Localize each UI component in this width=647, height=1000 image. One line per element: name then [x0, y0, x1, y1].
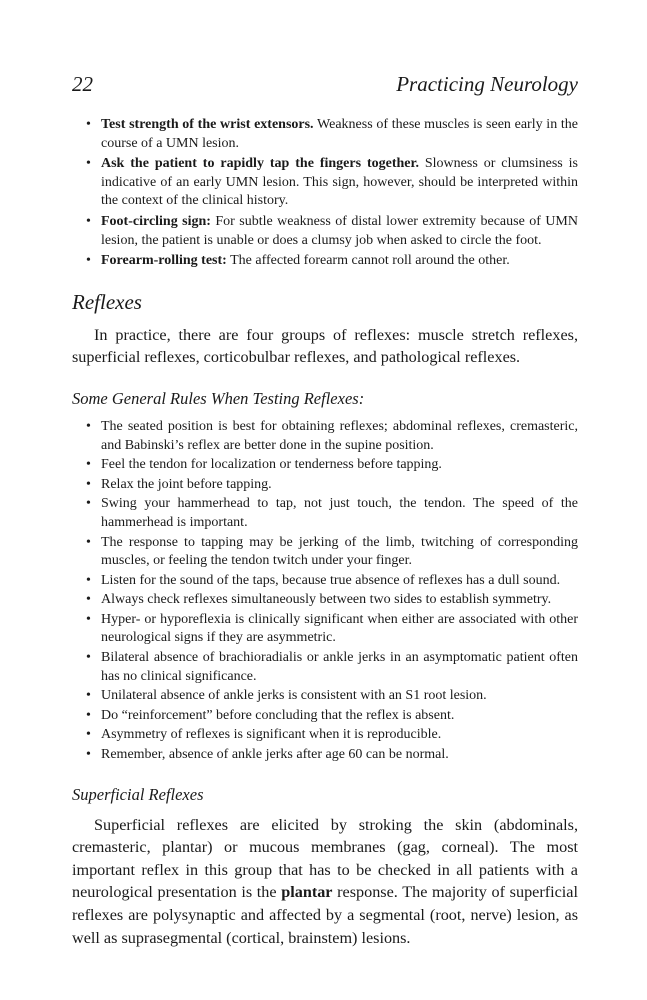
bullet-text: For subtle weakness of distal lower extremity because of UMN lesion, the patient is unable or does a clumsy job when asked to circle the foot. [101, 213, 578, 248]
list-item: • Feel the tendon for localization or tenderness before tapping. [86, 456, 578, 475]
page-number: 22 [72, 72, 93, 96]
paragraph-text: response. The majority of superficial reflexes are polysynaptic and affected by a segmental (root, nerve) lesion, as well as suprasegmental (cortical, brainstem) lesions. [72, 883, 578, 947]
book-page [72, 72, 578, 949]
list-item [86, 213, 578, 250]
bullet-text: Slowness or clumsiness is indicative of an early UMN lesion. This sign, however, should be interpreted within the context of the clinical history. [101, 156, 578, 209]
superficial-reflexes-paragraph [72, 814, 578, 950]
bullet-lead: Test strength of the wrist extensors. [101, 117, 314, 132]
list-item: • The response to tapping may be jerking of the limb, twitching of corresponding muscles, or feeling the tendon twitch under your finger. [86, 534, 578, 571]
list-item: • Unilateral absence of ankle jerks is consistent with an S1 root lesion. [86, 687, 578, 706]
reflexes-intro-paragraph: In practice, there are four groups of reflexes: muscle stretch reflexes, superficial reflexes, corticobulbar reflexes, and pathological reflexes. [72, 325, 578, 367]
bullet-lead: Forearm-rolling test: [101, 253, 227, 269]
subsection-heading-general-rules: Some General Rules When Testing Reflexes: [72, 388, 365, 408]
list-item: • Asymmetry of reflexes is significant when it is reproducible. [86, 726, 578, 745]
paragraph-text: Superficial reflexes are elicited by stroking the skin (abdominals, cremasteric, plantar) or mucous membranes (gag, corneal). The most important reflex in this group that has to be checked in all patients with a neurological presentation is the [72, 815, 578, 902]
list-item: • Hyper- or hyporeflexia is clinically significant when either are associated with other neurological signs if they are asymmetric. [86, 611, 578, 648]
list-item: • Do “reinforcement” before concluding that the reflex is absent. [86, 707, 578, 726]
list-item: • Swing your hammerhead to tap, not just touch, the tendon. The speed of the hammerhead is important. [86, 495, 578, 532]
list-item: • Relax the joint before tapping. [86, 476, 578, 495]
section-heading-reflexes: Reflexes [72, 289, 142, 314]
list-item: • Bilateral absence of brachioradialis or ankle jerks in an asymptomatic patient often has no clinical significance. [86, 649, 578, 686]
bullet-lead: Foot-circling sign: [101, 213, 211, 229]
bullet-text: The affected forearm cannot roll around the other. [226, 253, 510, 269]
bold-term-plantar: plantar [281, 883, 333, 902]
bullet-lead: Ask the patient to rapidly tap the fingers together. [101, 156, 419, 172]
list-item: • Listen for the sound of the taps, because true absence of reflexes has a dull sound. [86, 572, 578, 591]
running-head [72, 72, 578, 102]
subsection-heading-superficial-reflexes: Superficial Reflexes [72, 784, 204, 804]
list-item: • Remember, absence of ankle jerks after age 60 can be normal. [86, 746, 578, 765]
umn-tests-list [72, 116, 578, 271]
book-title: Practicing Neurology [396, 72, 578, 96]
general-rules-list [72, 418, 578, 765]
list-item: • Always check reflexes simultaneously between two sides to establish symmetry. [86, 591, 578, 610]
list-item [86, 116, 578, 153]
list-item [86, 155, 578, 211]
list-item [86, 252, 578, 271]
list-item: • The seated position is best for obtaining reflexes; abdominal reflexes, cremasteric, and Babinski’s reflex are better done in the supine position. [86, 418, 578, 455]
bullet-text: Weakness of these muscles is seen early in the course of a UMN lesion. [101, 117, 578, 151]
